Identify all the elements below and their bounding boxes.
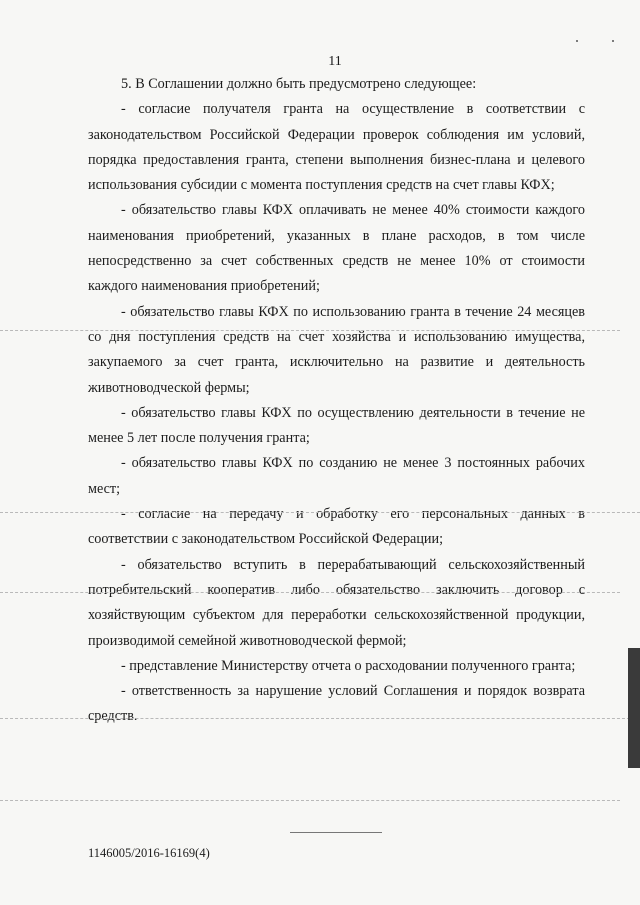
- section-heading: 5. В Соглашении должно быть предусмотрено следующее:: [121, 76, 477, 92]
- scan-speck: [612, 40, 614, 42]
- list-item: - ответственность за нарушение условий Соглашения и порядок возврата средств.: [88, 683, 585, 725]
- scan-artifact-line: [0, 512, 640, 513]
- list-item: - обязательство главы КФХ по созданию не менее 3 постоянных рабочих мест;: [88, 455, 585, 497]
- list-item: - обязательство главы КФХ по использованию гранта в течение 24 месяцев со дня поступления средств на счет хозяйства и использованию имущества, закупаемого за счет гранта, исключительно на развитие и деятельность животноводческой фермы;: [88, 303, 585, 396]
- scan-artifact-line: [0, 330, 620, 331]
- list-item: - обязательство главы КФХ оплачивать не менее 40% стоимости каждого наименования приобретений, указанных в плане расходов, в том числе непосредственно за счет собственных средств не менее 10% от стоимости каждого наименования приобретений;: [88, 202, 585, 295]
- scan-edge-shadow: [628, 648, 640, 768]
- list-item: - обязательство главы КФХ по осуществлению деятельности в течение не менее 5 лет после получения гранта;: [88, 404, 585, 447]
- list-item: - представление Министерству отчета о расходовании полученного гранта;: [121, 657, 576, 674]
- scan-artifact-line: [0, 718, 640, 719]
- list-item: - согласие получателя гранта на осуществление в соответствии с законодательством Российской Федерации проверок соблюдения им условий, порядка предоставления гранта, степени выполнения бизнес-плана и целевого использования субсидии с момента поступления средств на счет главы КФХ;: [88, 101, 585, 194]
- signature-rule: [290, 832, 382, 833]
- page-number: 11: [328, 54, 342, 69]
- scan-speck: [576, 40, 578, 42]
- list-item: - согласие на передачу и обработку его персональных данных в соответствии с законодательством Российской Федерации;: [88, 506, 585, 548]
- scan-artifact-line: [0, 800, 620, 801]
- document-id: 1146005/2016-16169(4): [88, 846, 210, 860]
- list-item: - обязательство вступить в перерабатывающий сельскохозяйственный потребительский кооператив либо обязательство заключить договор с хозяйствующим субъектом для переработки сельскохозяйственной продукции, производимой семейной животноводческой фермой;: [88, 556, 585, 649]
- scan-artifact-line: [0, 592, 620, 593]
- document-body: [88, 72, 585, 730]
